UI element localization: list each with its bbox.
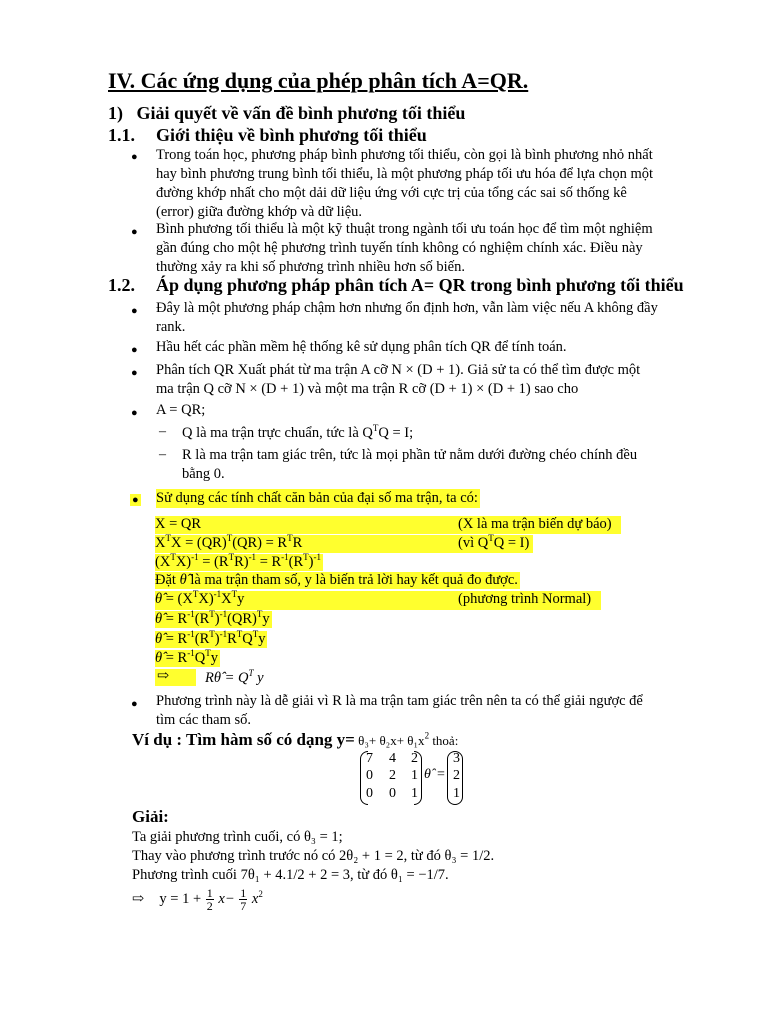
right-paren — [455, 751, 463, 805]
superscript: T — [205, 648, 211, 659]
example-formula-tail: thoả: — [429, 733, 459, 748]
fraction-numerator: 1 — [206, 886, 213, 900]
text-line: tìm các tham số. — [156, 712, 252, 728]
bullet-text-1-2-c — [156, 361, 640, 399]
eq-part: = R — [256, 554, 282, 570]
superscript: T — [228, 552, 235, 563]
equation-left — [155, 591, 244, 608]
text-line: (error) giữa đường khớp và dữ liệu. — [156, 204, 363, 220]
superscript: T — [236, 629, 243, 640]
implies-arrow-icon: ⇨ — [132, 891, 145, 907]
bullet-icon: ● — [131, 367, 138, 379]
superscript: T — [192, 589, 199, 600]
eq-part: X) — [198, 591, 214, 607]
superscript: T — [209, 609, 215, 620]
bullet-text-1-1-b — [156, 220, 653, 277]
eq-part: = R — [162, 611, 188, 627]
fraction-one-seventh — [239, 887, 247, 912]
superscript: -1 — [187, 609, 195, 620]
superscript: T — [231, 589, 238, 600]
superscript: T — [226, 533, 233, 544]
text-line: ma trận Q cỡ N × (D + 1) và một ma trận R cỡ (D + 1) × (D + 1) sao cho — [156, 381, 579, 397]
equation-comment — [458, 535, 529, 552]
eq-part: x− — [218, 891, 235, 907]
example-label: Ví dụ : Tìm hàm số có dạng y= — [132, 730, 355, 749]
equation-row-7 — [155, 631, 267, 648]
equals-sign: = — [437, 767, 445, 782]
eq-part: (X — [155, 554, 171, 570]
eq-part: R — [292, 535, 303, 551]
theta-hat: θ̂ — [155, 650, 163, 666]
superscript: 2 — [258, 889, 263, 899]
sub-bullet-q-text: Q là ma trận trực chuẩn, tức là Q — [182, 425, 373, 441]
text-line: Thay vào phương trình trước nó có 2θ₂ + 1 = 2, từ đó θ₃ = 1/2. — [132, 848, 495, 864]
sub-bullet-q-text: Q = I; — [378, 425, 414, 441]
matrix-cell: 4 — [389, 751, 396, 766]
fraction-denominator: 7 — [240, 899, 247, 913]
eq-part: y — [262, 611, 270, 627]
text-line: R là ma trận tam giác trên, tức là mọi phần tử nằm dưới đường chéo chính đều — [182, 447, 638, 463]
equation-row-5 — [155, 591, 601, 610]
matrix-cell: 0 — [366, 768, 373, 783]
theta-hat: θ̂ — [179, 572, 187, 588]
superscript: T — [252, 629, 259, 640]
eq-part: Đặt — [155, 572, 180, 588]
equation-row-9 — [155, 668, 264, 689]
theta-hat: θ̂ — [155, 611, 163, 627]
text-line: Trong toán học, phương pháp bình phương tối thiểu, còn gọi là bình phương nhỏ nhất — [156, 147, 653, 163]
superscript: T — [287, 533, 293, 544]
superscript: -1 — [191, 552, 199, 563]
sub-bullet-r — [182, 446, 637, 484]
text-line: rank. — [156, 319, 186, 335]
fraction-denominator: 2 — [206, 899, 213, 913]
eq-part: Q — [242, 631, 253, 647]
theta-hat: θ̂ — [424, 767, 431, 782]
bullet-icon: ● — [131, 226, 138, 238]
eq-part: X — [155, 535, 166, 551]
bullet-icon: ● — [131, 305, 138, 317]
vector-cell: 2 — [453, 768, 460, 783]
vector-cell: 1 — [453, 786, 460, 801]
superscript: T — [303, 552, 309, 563]
eq-part: (R — [194, 631, 210, 647]
solution-lines — [132, 828, 494, 885]
text-line: Hầu hết các phần mềm hệ thống kê sử dụng phân tích QR để tính toán. — [156, 339, 567, 355]
superscript: T — [256, 609, 263, 620]
fraction-one-half — [206, 887, 214, 912]
bullet-text-after — [156, 692, 643, 730]
superscript: -1 — [187, 629, 195, 640]
eq-part: X) — [175, 554, 192, 570]
implies-arrow-icon: ⇨ — [157, 668, 170, 684]
eq-part: = (X — [162, 591, 193, 607]
superscript: -1 — [219, 629, 228, 640]
vector-cell: 3 — [453, 751, 460, 766]
sub-bullet-q — [182, 424, 413, 443]
section-1-heading: 1) Giải quyết về vấn đề bình phương tối thiểu — [108, 103, 466, 123]
eq-part: X = (QR) — [170, 535, 227, 551]
superscript: T — [165, 533, 171, 544]
equation-final — [205, 670, 264, 687]
section-1-1-number: 1.1. — [108, 125, 135, 145]
text-line: Phương trình này là dễ giải vì R là ma trận tam giác trên nên ta có thể giải ngược để — [156, 693, 643, 709]
eq-part: x — [251, 891, 259, 907]
superscript: -1 — [313, 552, 322, 563]
solution-heading: Giải: — [132, 807, 169, 826]
equation-row-6 — [155, 611, 272, 628]
text-line: Ta giải phương trình cuối, có θ₃ = 1; — [132, 829, 343, 845]
superscript: -1 — [281, 552, 289, 563]
eq-part: là ma trận tham số, y là biến trả lời hay kết quả đo được. — [186, 572, 518, 588]
superscript: T — [248, 668, 254, 679]
superscript: -1 — [248, 552, 257, 563]
theta-hat: θ̂ — [155, 631, 163, 647]
text-line: thường xảy ra khi số phương trình nhiều hơn số biến. — [156, 259, 465, 275]
superscript: T — [170, 552, 176, 563]
right-paren — [414, 751, 422, 805]
eq-part: Q = I) — [493, 535, 530, 551]
eq-part: y = 1 + — [159, 891, 202, 907]
eq-part: ) — [214, 631, 220, 647]
eq-part: y — [253, 670, 264, 686]
text-line: hay bình phương trung bình tối thiểu, là một phương pháp tối ưu hóa để lựa chọn một — [156, 166, 654, 182]
text-line: đường khớp nhất cho một dải dữ liệu ứng với cực trị của tổng các sai số thống kê — [156, 185, 627, 201]
equation-row-8 — [155, 650, 220, 667]
page-title: IV. Các ứng dụng của phép phân tích A=QR. — [108, 68, 529, 93]
bullet-icon: ● — [131, 344, 138, 356]
superscript: 2 — [424, 730, 430, 741]
eq-part: (QR) = R — [232, 535, 288, 551]
eq-part: X — [221, 591, 232, 607]
superscript: -1 — [187, 648, 195, 659]
eq-part: = R — [162, 650, 188, 666]
final-answer — [132, 887, 263, 921]
eq-part: (vì Q — [458, 535, 489, 551]
superscript: T — [488, 533, 494, 544]
superscript: T — [209, 629, 215, 640]
section-1-2-number: 1.2. — [108, 275, 135, 295]
eq-part: y — [258, 631, 266, 647]
equation-comment: (X là ma trận biến dự báo) — [458, 516, 612, 532]
equation-row-2 — [155, 535, 533, 553]
text-line: Phân tích QR Xuất phát từ ma trận A cỡ N × (D + 1). Giả sử ta có thể tìm được một — [156, 362, 641, 378]
equation-row-1 — [155, 516, 621, 534]
bullet-icon: ● — [131, 151, 138, 163]
eq-part: Q — [194, 650, 206, 666]
text-line: Phương trình cuối 7θ₁ + 4.1/2 + 2 = 3, từ đó θ₁ = −1/7. — [132, 867, 449, 883]
bullet-icon: ● — [131, 698, 138, 710]
eq-part: (QR) — [227, 611, 257, 627]
dash-icon: – — [159, 424, 166, 439]
bullet-text-1-2-b — [156, 338, 567, 357]
matrix-cell: 0 — [366, 786, 373, 801]
matrix-cell: 0 — [389, 786, 396, 801]
eq-part: y — [210, 650, 218, 666]
equation-left: X = QR — [155, 516, 202, 532]
matrix-cell: 7 — [366, 751, 373, 766]
equation-left — [155, 535, 302, 552]
matrix-cell: 1 — [411, 786, 418, 801]
eq-part: (R — [288, 554, 304, 570]
superscript: -1 — [213, 589, 222, 600]
eq-part: = R — [162, 631, 188, 647]
highlight-bullet-text: Sử dụng các tính chất căn bản của đại số ma trận, ta có: — [156, 490, 478, 506]
example-heading — [132, 730, 458, 750]
eq-part: ) — [308, 554, 314, 570]
text-line: Đây là một phương pháp chậm hơn nhưng ổn định hơn, vẫn làm việc nếu A không đầy — [156, 300, 658, 316]
equation-row-4 — [155, 572, 520, 589]
bullet-text-1-1-a — [156, 146, 653, 222]
text-line: bằng 0. — [182, 466, 225, 482]
bullet-text-1-2-d: A = QR; — [156, 402, 206, 418]
theta-hat: θ̂ — [155, 591, 163, 607]
eq-part: (R — [194, 611, 210, 627]
bullet-icon: ● — [131, 407, 138, 419]
text-line: Bình phương tối thiểu là một kỹ thuật trong ngành tối ưu toán học để tìm một nghiệm — [156, 221, 653, 237]
dash-icon: – — [159, 447, 166, 462]
eq-part: R) — [234, 554, 249, 570]
section-1-2-title: Áp dụng phương pháp phân tích A= QR trong bình phương tối thiểu — [156, 275, 684, 295]
example-formula: θ₃+ θ₂x+ θ₁x — [354, 733, 425, 748]
eq-part: = (R — [198, 554, 229, 570]
bullet-text-1-2-a — [156, 299, 658, 337]
equation-comment: (phương trình Normal) — [458, 591, 592, 607]
text-line: gần đúng cho một hệ phương trình tuyến tính không có nghiệm chính xác. Điều này — [156, 240, 643, 256]
bullet-icon: ● — [132, 494, 139, 506]
eq-part: ) — [214, 611, 220, 627]
matrix-cell: 2 — [389, 768, 396, 783]
fraction-numerator: 1 — [240, 886, 247, 900]
eq-part: R — [227, 631, 237, 647]
section-1-1-title: Giới thiệu về bình phương tối thiểu — [156, 125, 427, 145]
equation-row-3 — [155, 554, 323, 571]
matrix-cell: 2 — [411, 751, 418, 766]
eq-part: y — [237, 591, 245, 607]
matrix-cell: 1 — [411, 768, 418, 783]
superscript: -1 — [219, 609, 228, 620]
eq-part: Rθ̂ = Q — [205, 670, 249, 686]
superscript: T — [372, 423, 379, 434]
